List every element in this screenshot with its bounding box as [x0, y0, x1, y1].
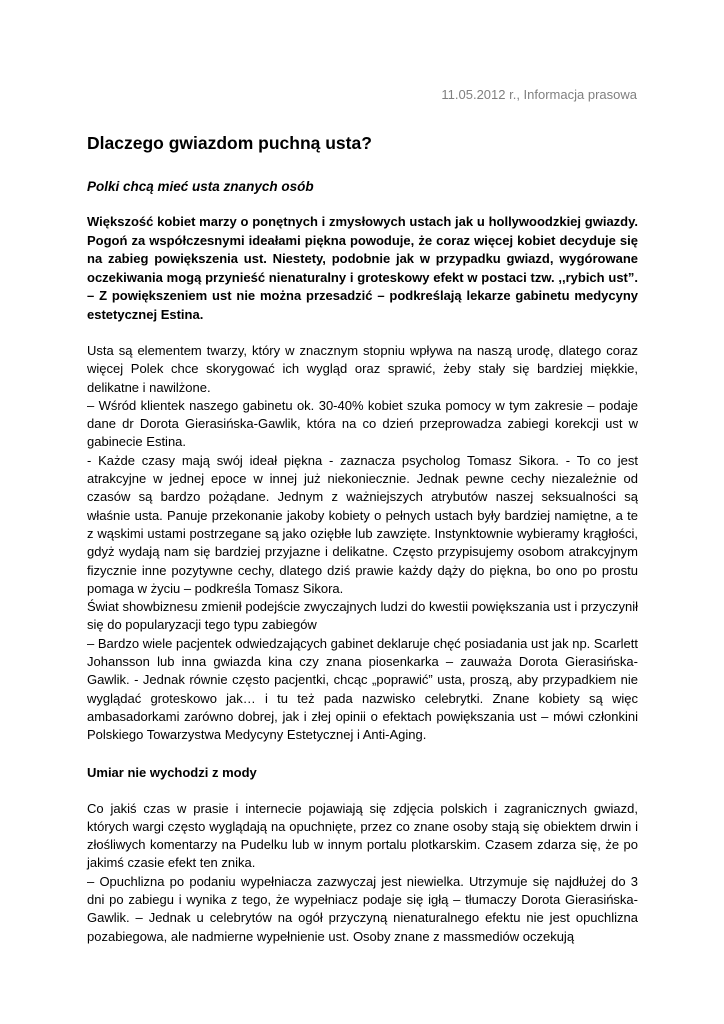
body-paragraph: – Wśród klientek naszego gabinetu ok. 30-40% kobiet szuka pomocy w tym zakresie – podaje dane dr Dorota Gierasińska-Gawlik, która na co dzień przeprowadza zabiegi korekcji ust w gabinecie Estina.: [87, 397, 638, 450]
section-body: [87, 800, 638, 946]
body-section: [87, 342, 638, 745]
section-paragraph: Co jakiś czas w prasie i internecie pojawiają się zdjęcia polskich i zagranicznych gwiazd, których wargi często wyglądają na opuchnięte, przez co znane osoby stają się obiektem drwin i złośliwych komentarzy na Pudelku lub w innym portalu plotkarskim. Czasem zdarza się, że po jakimś czasie efekt ten znika.: [87, 800, 638, 871]
article-lead: Większość kobiet marzy o ponętnych i zmysłowych ustach jak u hollywoodzkiej gwiazdy. Pogoń za współczesnymi ideałami piękna powoduje, że coraz więcej kobiet decyduje się na zabieg powiększenia ust. Niestety, podobnie jak w przypadku gwiazd, wygórowane oczekiwania mogą przynieść nienaturalny i groteskowy efekt w postaci tzw. ,,rybich ust”. – Z powiększeniem ust nie można przesadzić – podkreślają lekarze gabinetu medycyny estetycznej Estina.: [87, 214, 638, 322]
body-paragraph: – Bardzo wiele pacjentek odwiedzających gabinet deklaruje chęć posiadania ust jak np. Scarlett Johansson lub inna gwiazda kina czy znana piosenkarka – zauważa Dorota Gierasińska-Gawlik. - Jednak równie często pacjentki, chcąc „poprawić” usta, proszą, aby przypadkiem nie wyglądać groteskowo jak… i tu też pada nazwisko celebrytki. Znane kobiety są więc ambasadorkami zarówno dobrej, jak i złej opinii o efektach powiększania ust – mówi członkini Polskiego Towarzystwa Medycyny Estetycznej i Anti-Aging.: [87, 635, 638, 743]
body-paragraph: - Każde czasy mają swój ideał piękna - zaznacza psycholog Tomasz Sikora. - To co jest atrakcyjne w jednej epoce w innej już niekoniecznie. Jednak pewne cechy niezależnie od czasów są bardzo pożądane. Jednym z ważniejszych atrybutów naszej seksualności są właśnie usta. Panuje przekonanie jakoby kobiety o pełnych ustach były bardziej namiętne, a te z wąskimi ustami postrzegane są jako oziębłe lub zawzięte. Instynktownie wybieramy krągłości, gdyż wydają nam się bardziej przyjazne i delikatne. Często przypisujemy osobom atrakcyjnym fizycznie inne pozytywne cechy, dlatego dziś prawie każdy dąży do piękna, bo ono po prostu pomaga w życiu – podkreśla Tomasz Sikora.: [87, 452, 638, 596]
section-heading: Umiar nie wychodzi z mody: [87, 764, 257, 780]
section-paragraph: – Opuchlizna po podaniu wypełniacza zazwyczaj jest niewielka. Utrzymuje się najdłużej do 3 dni po zabiegu i wynika z tego, że wypełniacz podaje się igłą – tłumaczy Dorota Gierasińska-Gawlik. – Jednak u celebrytów na ogół przyczyną nienaturalnego efektu nie jest opuchlizna pozabiegowa, ale nadmierne wypełnienie ust. Osoby znane z massmediów oczekują: [87, 873, 638, 944]
date-line: 11.05.2012 r., Informacja prasowa: [441, 87, 637, 102]
body-paragraph: Usta są elementem twarzy, który w znacznym stopniu wpływa na naszą urodę, dlatego coraz więcej Polek chce skorygować ich wygląd oraz sprawić, żeby stały się bardziej miękkie, delikatne i nawilżone.: [87, 343, 638, 395]
body-paragraph: Świat showbiznesu zmienił podejście zwyczajnych ludzi do kwestii powiększania ust i przyczynił się do popularyzacji tego typu zabiegów: [87, 599, 638, 633]
article-body: [87, 130, 638, 946]
article-title: Dlaczego gwiazdom puchną usta?: [87, 133, 372, 153]
article-subtitle: Polki chcą mieć usta znanych osób: [87, 179, 314, 194]
